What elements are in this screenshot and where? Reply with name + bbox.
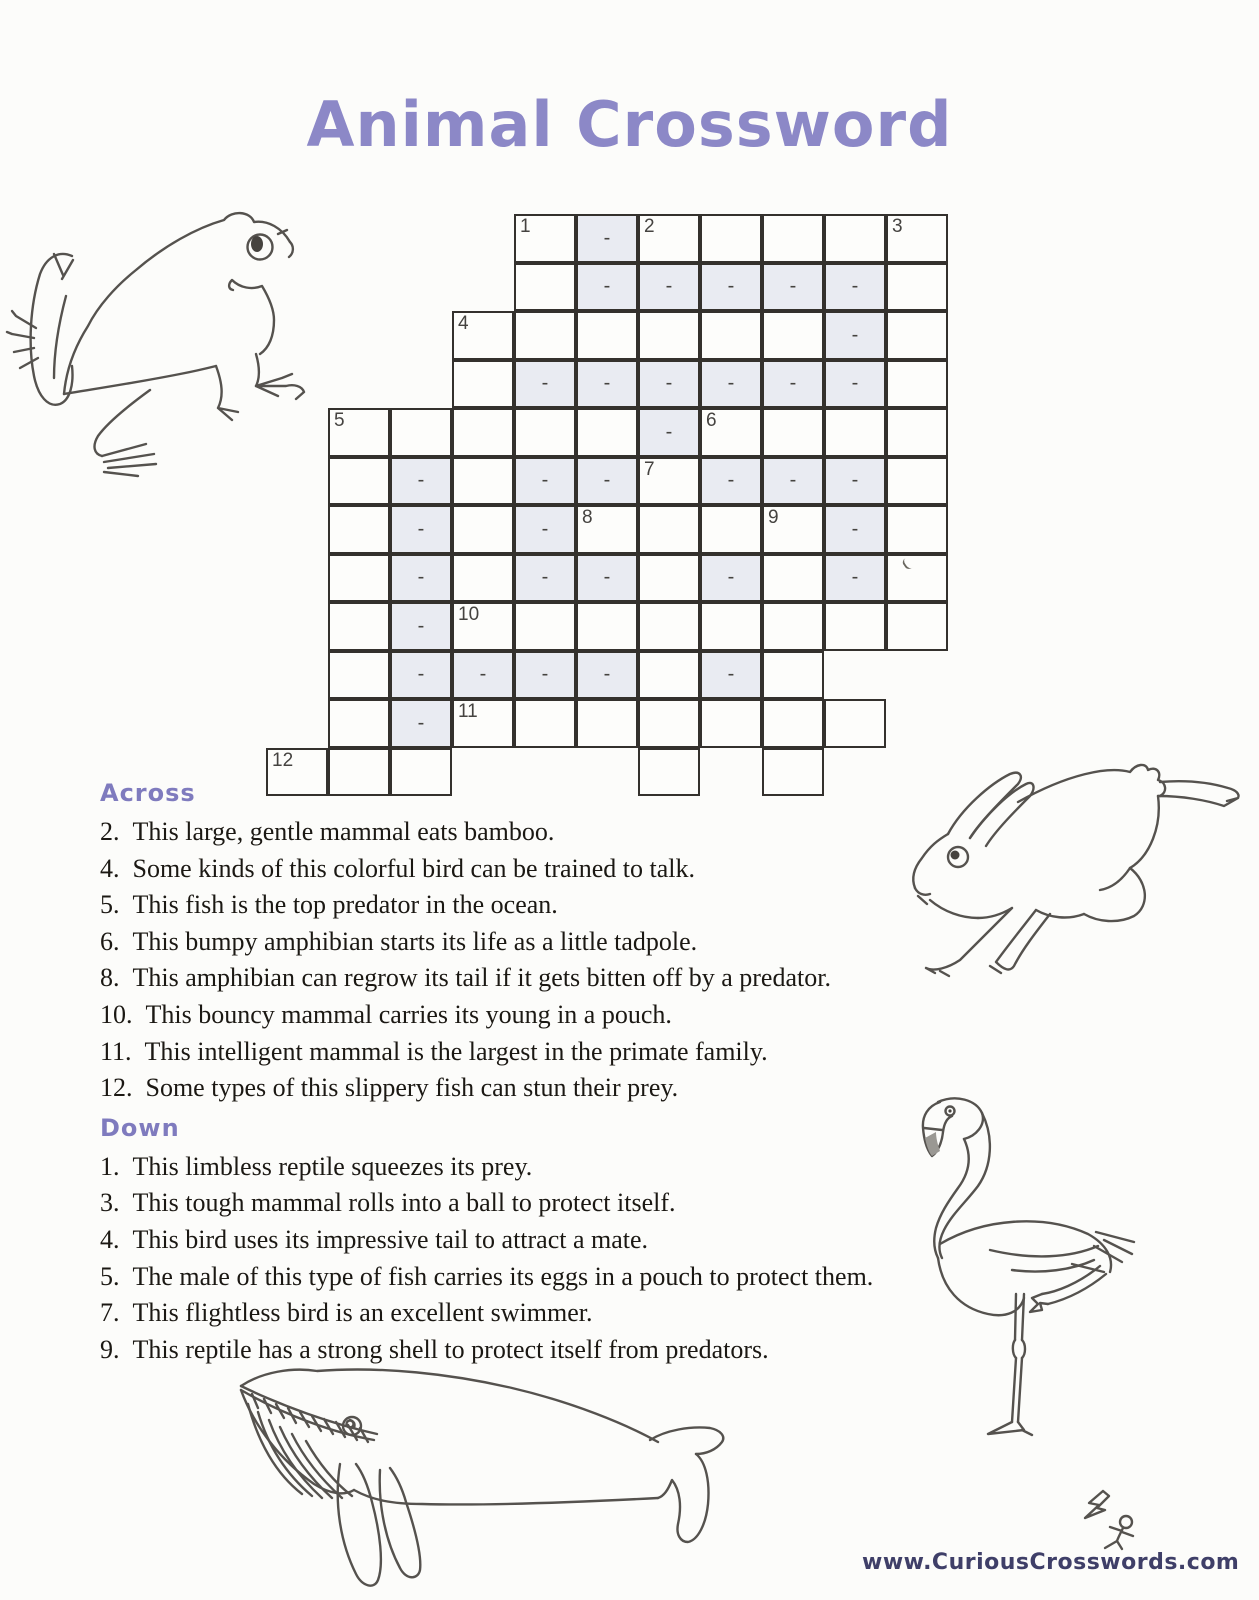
clue-text: This intelligent mammal is the largest in the primate family. [144,1036,768,1066]
page-title: Animal Crossword [306,88,953,161]
grid-cell [576,311,638,360]
grid-cell [762,505,824,554]
filler-dash: - [603,372,611,395]
grid-cell [390,651,452,700]
filler-dash: - [603,226,611,249]
filler-dash: - [851,517,859,540]
filler-dash: - [541,663,549,686]
grid-cell [576,699,638,748]
grid-cell [700,505,762,554]
grid-cell [576,554,638,603]
clue-line [100,887,1100,924]
grid-cell [514,602,576,651]
down-clue-list [100,1149,1100,1369]
filler-dash: - [417,711,425,734]
grid-cell [700,263,762,312]
grid-cell [886,457,948,506]
grid-cell [576,602,638,651]
grid-cell [700,408,762,457]
grid-cell [576,651,638,700]
grid-cell [886,505,948,554]
grid-cell [328,457,390,506]
grid-cell [886,360,948,409]
filler-dash: - [727,566,735,589]
grid-cell [514,311,576,360]
clue-number: 1. [100,1151,120,1181]
grid-cell [638,457,700,506]
clue-text: Some types of this slippery fish can stun their prey. [145,1073,679,1103]
filler-dash: - [851,323,859,346]
clue-line [100,1259,1100,1296]
clue-line [100,1222,1100,1259]
grid-cell [886,602,948,651]
grid-cell [700,554,762,603]
clue-number: 3. [100,1188,120,1218]
filler-dash: - [541,517,549,540]
grid-cell [762,602,824,651]
filler-dash: - [603,663,611,686]
grid-cell [514,214,576,263]
grid-cell [638,214,700,263]
clue-text: This bouncy mammal carries its young in a pouch. [145,999,672,1029]
grid-cell [452,505,514,554]
grid-cell [824,602,886,651]
frog-drawing [10,196,310,481]
cell-number: 6 [706,410,717,431]
grid-cell [824,311,886,360]
clue-line [100,924,1100,961]
grid-cell [638,505,700,554]
cell-number: 9 [768,507,779,528]
clue-text: Some kinds of this colorful bird can be trained to talk. [132,853,695,883]
grid-cell [452,360,514,409]
cell-number: 7 [644,458,655,480]
grid-cell [638,651,700,700]
grid-cell [452,311,514,360]
grid-cell [576,457,638,506]
grid-cell [700,457,762,506]
clue-line [100,814,1100,851]
grid-cell [700,699,762,748]
grid-cell [824,699,886,748]
filler-dash: - [417,663,425,686]
cell-number: 2 [644,216,655,237]
grid-cell [886,214,948,263]
clue-line [100,1034,1100,1071]
grid-cell [514,360,576,409]
cell-number: 11 [458,701,478,722]
grid-cell [700,360,762,409]
filler-dash: - [603,469,611,492]
cell-number: 8 [582,507,593,528]
clue-line [100,997,1100,1034]
clue-line [100,851,1100,888]
grid-cell [576,408,638,457]
grid-cell [700,602,762,651]
clue-number: 4. [100,853,120,883]
clue-number: 12. [100,1073,133,1103]
filler-dash: - [851,275,859,298]
clue-line [100,1149,1100,1186]
down-heading: Down [100,1113,180,1142]
cell-number: 4 [458,313,469,334]
filler-dash: - [417,566,425,589]
grid-cell [762,408,824,457]
grid-cell [514,457,576,506]
grid-cell [514,651,576,700]
grid-cell [824,214,886,263]
grid-cell [762,263,824,312]
website-url: www.CuriousCrosswords.com [862,1550,1240,1575]
filler-dash: - [851,566,859,589]
grid-cell [390,457,452,506]
cell-number: 5 [334,410,345,431]
grid-cell [390,554,452,603]
filler-dash: - [665,275,673,298]
clue-line [100,1332,1100,1369]
grid-cell [638,360,700,409]
grid-cell [514,699,576,748]
grid-cell [576,263,638,312]
filler-dash: - [789,469,797,492]
filler-dash: - [727,469,735,492]
filler-dash: - [417,614,425,637]
clue-line [100,1295,1100,1332]
across-heading: Across [100,779,196,807]
clue-text: This bumpy amphibian starts its life as a little tadpole. [132,926,698,956]
grid-cell [824,554,886,603]
grid-cell [576,505,638,554]
lightning-stick-figure-doodle [1083,1488,1137,1550]
clue-number: 4. [100,1224,120,1254]
clue-number: 9. [100,1334,120,1364]
grid-cell [700,311,762,360]
clue-number: 2. [100,817,120,846]
grid-cell [824,408,886,457]
filler-dash: - [603,566,611,589]
grid-cell [514,505,576,554]
cell-number: 10 [458,604,480,625]
grid-cell [452,651,514,700]
filler-dash: - [851,372,859,395]
grid-cell [576,214,638,263]
cell-number: 1 [520,216,531,237]
grid-cell [824,263,886,312]
grid-cell [700,214,762,263]
filler-dash: - [541,566,549,589]
filler-dash: - [665,372,673,395]
grid-cell [328,505,390,554]
grid-cell [638,602,700,651]
filler-dash: - [665,420,673,443]
grid-cell [452,699,514,748]
grid-cell [762,214,824,263]
grid-cell [762,651,824,700]
grid-cell [638,408,700,457]
grid-cell [762,554,824,603]
grid-cell [638,311,700,360]
grid-cell [452,408,514,457]
grid-cell [576,360,638,409]
grid-cell [390,505,452,554]
grid-cell [824,360,886,409]
clue-line [100,1185,1100,1222]
grid-cell [886,311,948,360]
clue-text: This flightless bird is an excellent swimmer. [132,1298,593,1328]
grid-cell [328,554,390,603]
clues-section [100,776,1100,1368]
grid-cell [390,602,452,651]
clue-number: 5. [100,1261,120,1291]
cell-number: 3 [892,216,903,237]
filler-dash: - [541,469,549,492]
filler-dash: - [851,469,859,492]
filler-dash: - [479,663,487,686]
clue-number: 8. [100,963,120,993]
grid-cell [762,311,824,360]
grid-cell [390,408,452,457]
grid-cell [514,263,576,312]
whale-drawing [222,1342,734,1598]
grid-cell [514,554,576,603]
grid-cell [328,602,390,651]
clue-text: This reptile has a strong shell to protect itself from predators. [132,1334,769,1364]
clue-text: This fish is the top predator in the ocean. [132,890,558,920]
clue-text: This amphibian can regrow its tail if it gets bitten off by a predator. [132,963,831,993]
filler-dash: - [417,469,425,492]
filler-dash: - [603,275,611,298]
grid-cell [390,699,452,748]
filler-dash: - [789,372,797,395]
clue-text: The male of this type of fish carries its eggs in a pouch to protect them. [132,1261,874,1291]
grid-cell [638,263,700,312]
cell-number: 12 [272,749,294,771]
grid-cell [328,408,390,457]
clue-line [100,960,1100,997]
grid-cell [824,457,886,506]
clue-number: 10. [100,999,133,1029]
grid-cell [452,602,514,651]
clue-number: 11. [100,1036,132,1066]
filler-dash: - [727,663,735,686]
filler-dash: - [541,372,549,395]
grid-cell [824,505,886,554]
grid-cell [762,457,824,506]
grid-cell [762,699,824,748]
grid-cell [514,408,576,457]
clue-text: This bird uses its impressive tail to attract a mate. [132,1224,649,1254]
clue-text: This tough mammal rolls into a ball to protect itself. [132,1188,676,1218]
grid-cell [762,360,824,409]
across-clue-list [100,814,1100,1107]
filler-dash: - [727,275,735,298]
grid-cell [700,651,762,700]
filler-dash: - [727,372,735,395]
clue-line [100,1070,1100,1107]
grid-cell [452,554,514,603]
grid-cell [638,699,700,748]
grid-cell [638,554,700,603]
filler-dash: - [417,517,425,540]
grid-cell [328,699,390,748]
grid-cell [886,408,948,457]
clue-number: 6. [100,926,120,956]
clue-text: This limbless reptile squeezes its prey. [132,1151,533,1181]
grid-cell [452,457,514,506]
grid-cell [886,263,948,312]
clue-text: This large, gentle mammal eats bamboo. [132,817,555,846]
clue-number: 5. [100,890,120,920]
filler-dash: - [789,275,797,298]
clue-number: 7. [100,1298,120,1328]
grid-cell [328,651,390,700]
